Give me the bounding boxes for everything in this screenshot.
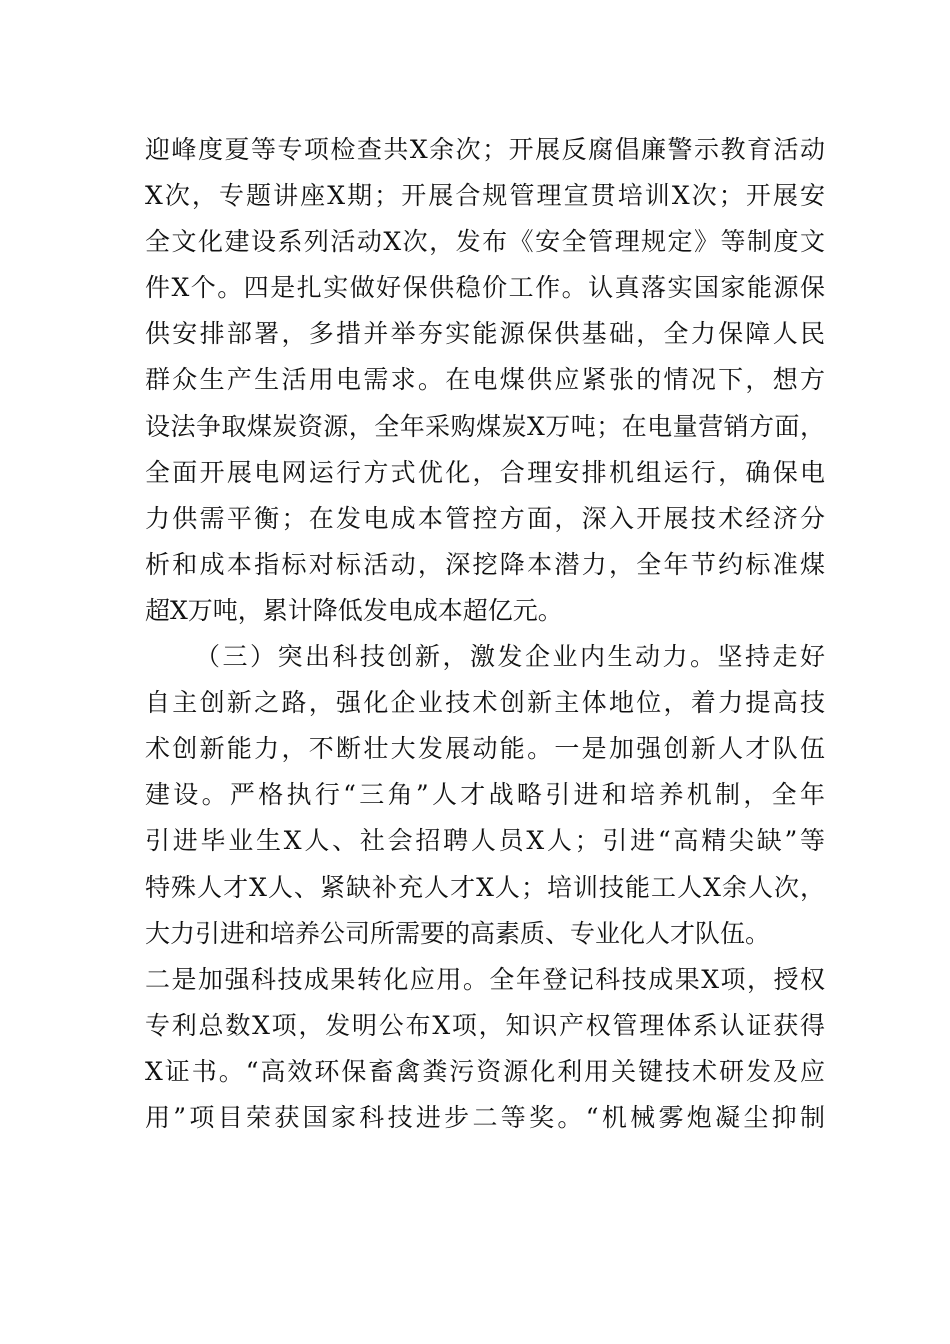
text-line-6: 群众生产生活用电需求。在电煤供应紧张的情况下，想方 xyxy=(145,365,825,395)
text-line-15: 建设。严格执行“三角”人才战略引进和培养机制，全年 xyxy=(145,780,825,810)
text-line-19: 二是加强科技成果转化应用。全年登记科技成果X项，授权 xyxy=(145,964,825,994)
text-line-22: 用”项目荣获国家科技进步二等奖。“机械雾炮凝尘抑制 xyxy=(145,1102,825,1132)
text-line-9: 力供需平衡；在发电成本管控方面，深入开展技术经济分 xyxy=(145,503,825,533)
text-line-16: 引进毕业生X人、社会招聘人员X人；引进“高精尖缺”等 xyxy=(145,826,825,856)
text-line-20: 专利总数X项，发明公布X项，知识产权管理体系认证获得 xyxy=(145,1010,825,1040)
text-line-13: 自主创新之路，强化企业技术创新主体地位，着力提高技 xyxy=(145,688,825,718)
text-line-7: 设法争取煤炭资源，全年采购煤炭X万吨；在电量营销方面， xyxy=(145,411,825,441)
text-line-17: 特殊人才X人、紧缺补充人才X人；培训技能工人X余人次， xyxy=(145,872,825,902)
text-line-11: 超X万吨，累计降低发电成本超亿元。 xyxy=(145,595,563,625)
text-line-2: X次，专题讲座X期；开展合规管理宣贯培训X次；开展安 xyxy=(145,181,825,211)
text-line-3: 全文化建设系列活动X次，发布《安全管理规定》等制度文 xyxy=(145,227,825,257)
text-line-5: 供安排部署，多措并举夯实能源保供基础，全力保障人民 xyxy=(145,319,825,349)
text-line-8: 全面开展电网运行方式优化，合理安排机组运行，确保电 xyxy=(145,457,825,487)
section-heading-3: （三）突出科技创新，激发企业内生动力。坚持走好 xyxy=(195,642,825,672)
text-line-10: 析和成本指标对标活动，深挖降本潜力，全年节约标准煤 xyxy=(145,549,825,579)
text-line-21: X证书。“高效环保畜禽粪污资源化利用关键技术研发及应 xyxy=(145,1056,825,1086)
text-line-14: 术创新能力，不断壮大发展动能。一是加强创新人才队伍 xyxy=(145,734,825,764)
text-line-1: 迎峰度夏等专项检查共X余次；开展反腐倡廉警示教育活动 xyxy=(145,135,825,164)
text-line-4: 件X个。四是扎实做好保供稳价工作。认真落实国家能源保 xyxy=(145,273,825,303)
body-text xyxy=(145,127,825,1141)
text-line-18: 大力引进和培养公司所需要的高素质、专业化人才队伍。 xyxy=(145,918,771,948)
